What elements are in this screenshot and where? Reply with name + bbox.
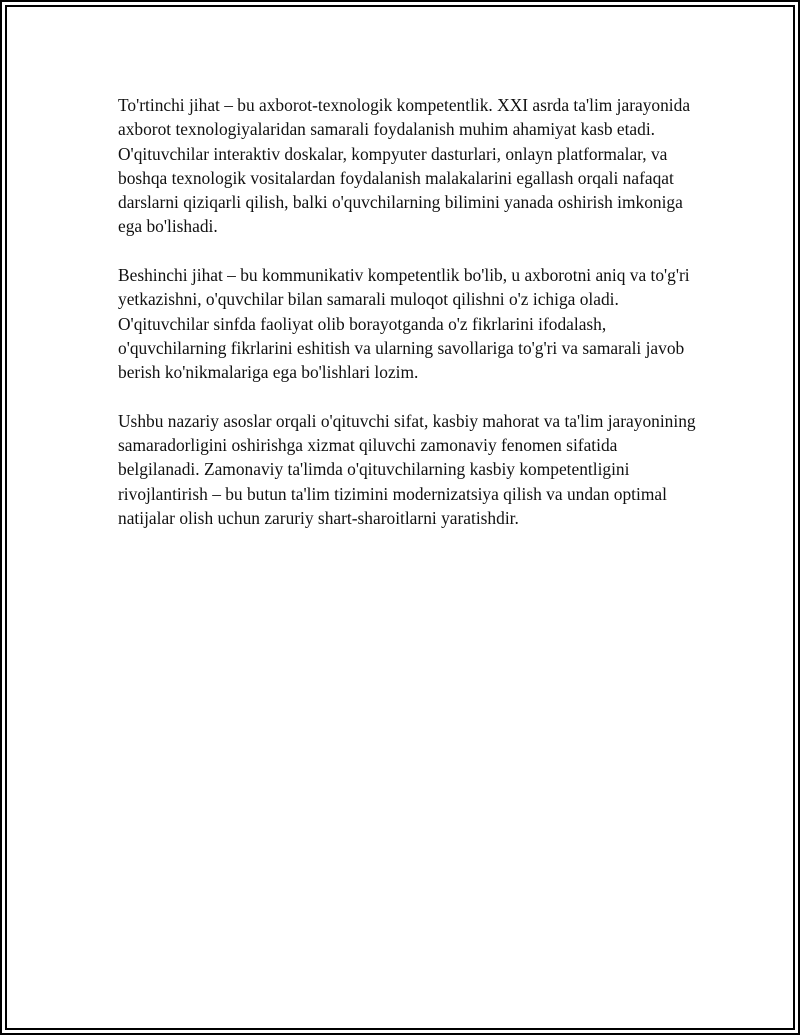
paragraph-conclusion: Ushbu nazariy asoslar orqali o'qituvchi sifat, kasbiy mahorat va ta'lim jarayonining samaradorligini oshirishga xizmat qiluvchi zamonaviy fenomen sifatida belgilanadi. Zamonaviy ta'limda o'qituvchilarning kasbiy kompetentligini rivojlantirish – bu butun ta'lim tizimini modernizatsiya qilish va undan optimal natijalar olish uchun zaruriy shart-sharoitlarni yaratishdir.: [118, 410, 696, 529]
paragraph-fifth-aspect: Beshinchi jihat – bu kommunikativ kompetentlik bo'lib, u axborotni aniq va to'g'ri yetkazishni, o'quvchilar bilan samarali muloqot qilishni o'z ichiga oladi. O'qituvchilar sinfda faoliyat olib borayotganda o'z fikrlarini ifodalash, o'quvchilarning fikrlarini eshitish va ularning savollariga to'g'ri va samarali javob berish ko'nikmalariga ega bo'lishlari lozim.: [118, 265, 690, 383]
paragraph-fourth-aspect: To'rtinchi jihat – bu axborot-texnologik kompetentlik. XXI asrda ta'lim jarayonida axborot texnologiyalaridan samarali foydalanish muhim ahamiyat kasb etadi. O'qituvchilar interaktiv doskalar, kompyuter dasturlari, onlayn platformalar, va boshqa texnologik vositalardan foydalanish malakalarini egallash orqali nafaqat darslarni qiziqarli qilish, balki o'quvchilarning bilimini yanada oshirish imkoniga ega bo'lishadi.: [118, 95, 691, 237]
document-body: [118, 93, 698, 555]
